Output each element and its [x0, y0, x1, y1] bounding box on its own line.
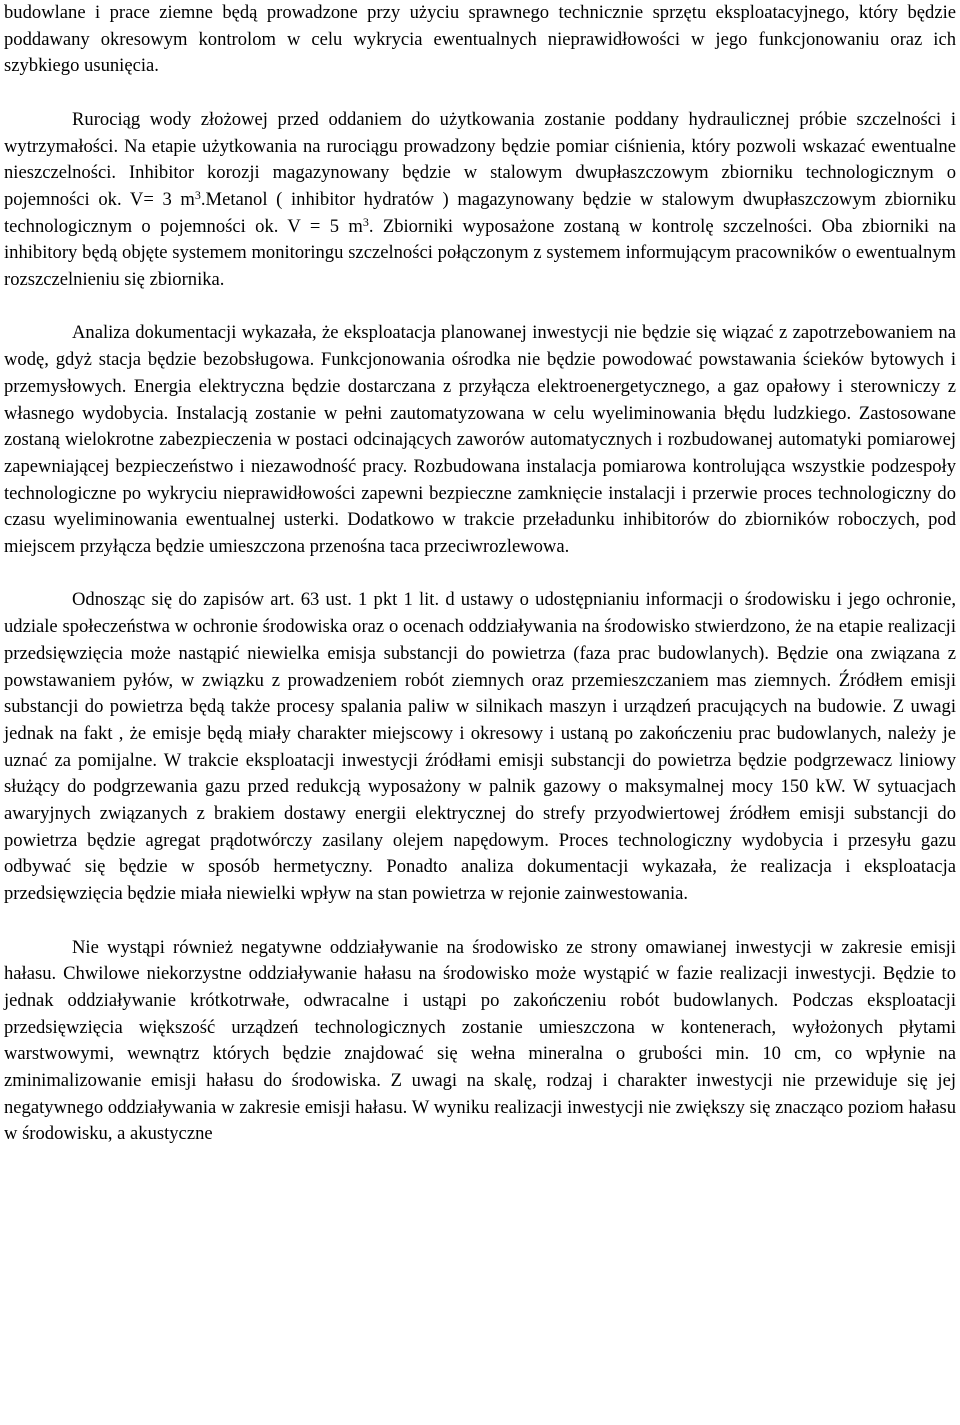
paragraph-noise-emissions: Nie wystąpi również negatywne oddziaływanie na środowisko ze strony omawianej inwestycji w zakresie emisji hałasu. Chwilowe niekorzystne oddziaływanie hałasu na środowisko może wystąpić w fazie realizacji inwestycji. Będzie to jednak oddziaływanie krótkotrwałe, odwracalne i ustąpi po zakończeniu robót budowlanych. Podczas eksploatacji przedsięwzięcia większość urządzeń technologicznych zostanie umieszczona w kontenerach, wyłożonych płytami warstwowymi, wewnątrz których będzie znajdować się wełna mineralna o grubości min. 10 cm, co wpłynie na zminimalizowanie emisji hałasu do środowiska. Z uwagi na skalę, rodzaj i charakter inwestycji nie przewiduje się jej negatywnego oddziaływania w zakresie emisji hałasu. W wyniku realizacji inwestycji nie zwiększy się znacząco poziom hałasu w środowisku, a akustyczne [4, 936, 956, 1145]
superscript-cubic-1: 3 [194, 187, 201, 202]
superscript-cubic-2: 3 [362, 214, 369, 229]
paragraph-air-emissions: Odnosząc się do zapisów art. 63 ust. 1 pkt 1 lit. d ustawy o udostępnianiu informacji o środowisku i jego ochronie, udziale społeczeństwa w ochronie środowiska oraz o ocenach oddziaływania na środowisko stwierdzono, że na etapie realizacji przedsięwzięcia może nastąpić niewielka emisja substancji do powietrza (faza prac budowlanych). Będzie ona związana z powstawaniem pyłów, w związku z prowadzeniem robót ziemnych oraz przemieszczaniem mas ziemnych. Źródłem emisji substancji do powietrza będą także procesy spalania paliw w silnikach maszyn i urządzeń pracujących na budowie. Z uwagi jednak na fakt , że emisje będą miały charakter miejscowy i okresowy i ustaną po zakończeniu prac budowlanych, należy je uznać za pomijalne. W trakcie eksploatacji inwestycji źródłami emisji substancji do powietrza będzie podgrzewacz liniowy służący do podgrzewania gazu przed redukcją wyposażony w palnik gazowy o maksymalnej mocy 150 kW. W sytuacjach awaryjnych związanych z brakiem dostawy energii elektrycznej do strefy przyodwiertowej źródłem emisji substancji do powietrza będzie agregat prądotwórczy zasilany olejem napędowym. Proces technologiczny wydobycia i przesyłu gazu odbywać się będzie w sposób hermetyczny. Ponadto analiza dokumentacji wykazała, że realizacja i eksploatacja przedsięwzięcia będzie miała niewielki wpływ na stan powietrza w rejonie zainwestowania. [4, 589, 956, 905]
paragraph-documentation-analysis: Analiza dokumentacji wykazała, że eksploatacja planowanej inwestycji nie będzie się wiązać z zapotrzebowaniem na wodę, gdyż stacja będzie bezobsługowa. Funkcjonowania ośrodka nie będzie powodować powstawania ścieków bytowych i przemysłowych. Energia elektryczna będzie dostarczana z przyłącza elektroenergetycznego, a gaz opałowy i sterowniczy z własnego wydobycia. Instalacją zostanie w pełni zautomatyzowana w celu wyeliminowania błędu ludzkiego. Zastosowane zostaną wielokrotne zabezpieczenia w postaci odcinających zaworów automatycznych i rozbudowanej automatyki pomiarowej zapewniającej bezpieczeństwo i niezawodność pracy. Rozbudowana instalacja pomiarowa kontrolująca wszystkie podzespoły technologiczne po wykryciu nieprawidłowości zapewni bezpieczne zamknięcie instalacji i przerwie proces technologiczny do czasu wyeliminowania ewentualnej usterki. Dodatkowo w trakcie przeładunku inhibitorów do zbiorników roboczych, pod miejscem przyłącza będzie umieszczona przenośna taca przeciwrozlewowa. [4, 322, 956, 558]
pipeline-text-part-3: . Zbiorniki wyposażone zostaną w kontrolę szczelności. Oba zbiorniki na inhibitory będą objęte systemem monitoringu szczelności połączonym z systemem informującym pracowników o ewentualnym rozszczelnieniu się zbiornika. [4, 215, 956, 291]
paragraph-construction-equipment: budowlane i prace ziemne będą prowadzone przy użyciu sprawnego technicznie sprzętu eksploatacyjnego, który będzie poddawany okresowym kontrolom w celu wykrycia ewentualnych nieprawidłowości w jego funkcjonowaniu oraz ich szybkiego usunięcia. [4, 2, 956, 77]
paragraph-pipeline-tanks [4, 107, 956, 294]
pipeline-text-part-2: .Metanol ( inhibitor hydratów ) magazynowany będzie w stalowym dwupłaszczowym zbiorniku technologicznym o pojemności ok. V = 5 m [4, 188, 956, 237]
document-page [4, 0, 956, 1148]
pipeline-text-part-1: Rurociąg wody złożowej przed oddaniem do użytkowania zostanie poddany hydraulicznej próbie szczelności i wytrzymałości. Na etapie użytkowania na rurociągu prowadzony będzie pomiar ciśnienia, który pozwoli wskazać ewentualne nieszczelności. Inhibitor korozji magazynowany będzie w stalowym dwupłaszczowym zbiorniku technologicznym o pojemności ok. V= 3 m [4, 108, 956, 210]
